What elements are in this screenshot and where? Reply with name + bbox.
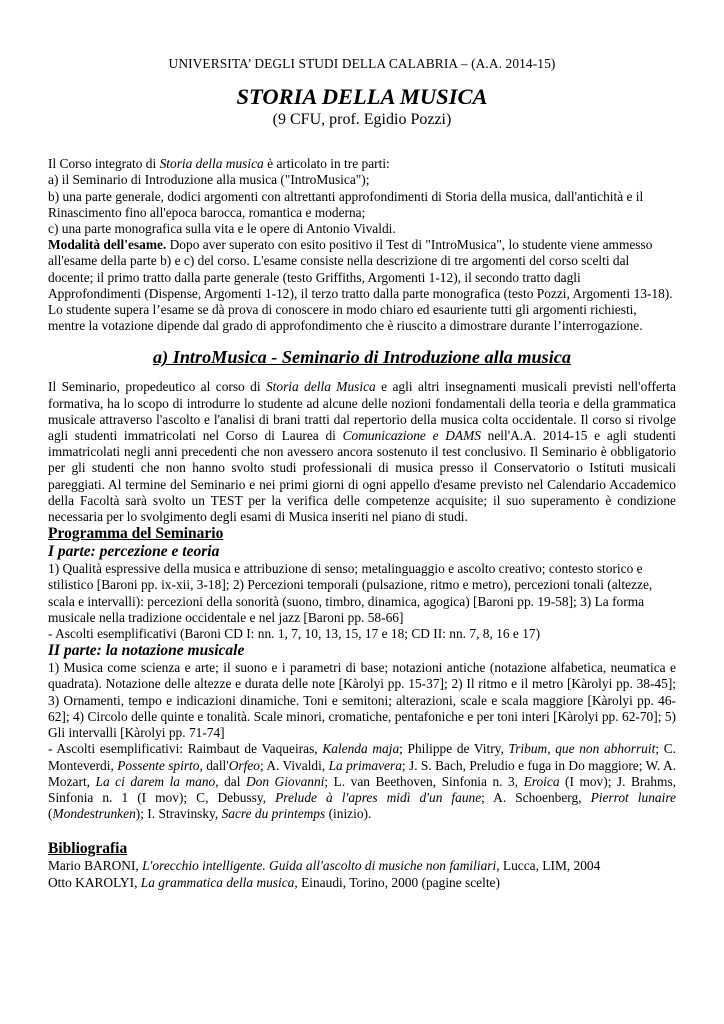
seminar-emphasis: Storia della Musica: [265, 379, 376, 395]
course-intro: [48, 156, 676, 334]
part2-text: 1) Musica come scienza e arte; il suono e i parametri di base; notazioni antiche (notazione alfabetica, neumatica e quadrata). Notazione delle altezze e durata delle note [Kàrolyi pp. 15-37]; 2) Il ritmo e il metro [Kàrolyi pp. 38-45]; 3) Ornamenti, tempo e indicazioni dinamiche. Toni e semitoni; alterazioni, scale e scala maggiore [Kàrolyi pp. 46-62]; 4) Circolo delle quinte e tonalità. Scale minori, cromatiche, pentafoniche e per toni interi [Kàrolyi pp. 62-70]; 5) Gli intervalli [Kàrolyi pp. 71-74]: [48, 660, 676, 741]
document-page: [48, 56, 676, 891]
ascolti-text: (I mov); J. Brahms, Sinfonia n. 1 (I mov); C, Debussy,: [48, 773, 676, 805]
intro-course-name: Storia della musica: [159, 156, 264, 172]
intro-item-c: c) una parte monografica sulla vita e le opere di Antonio Vivaldi.: [48, 221, 396, 237]
work-title: La ci darem la mano: [95, 773, 216, 789]
intro-line: [48, 156, 676, 172]
part1-ascolti: - Ascolti esemplificativi (Baroni CD I: nn. 1, 7, 10, 13, 15, 17 e 18; CD II: nn. 7, 8, 16 e 17): [48, 626, 541, 642]
bib-publisher: , Lucca, LIM, 2004: [496, 858, 601, 874]
ascolti-text: , dal: [215, 773, 246, 789]
programma-heading: Programma del Seminario: [48, 525, 224, 543]
bib-publisher: , Einaudi, Torino, 2000 (pagine scelte): [294, 874, 500, 890]
intro-item-a: a) il Seminario di Introduzione alla musica ("IntroMusica");: [48, 172, 370, 188]
work-title: Kalenda maja: [322, 741, 400, 757]
bib-title: L'orecchio intelligente. Guida all'ascolto di musiche non familiari: [142, 858, 497, 874]
seminar-text: nell'A.A. 2014-15 e agli studenti immatricolati negli anni precedenti che non avessero ancora sostenuto il test conclusivo. Il Seminario è obbligatorio per gli studenti che non hanno svolto studi professionali di musica presso il Conservatorio o Istituti musicali pareggiati. Al termine del Seminario e nei primi giorni di ogni appello d'esame previsto nel Calendario Accademico della Facoltà sarà svolto un TEST per la verifica delle competenze acquisite; il suo superamento è condizione necessaria per lo svolgimento degli esami di Musica inseriti nel piano di studi.: [48, 428, 676, 525]
seminar-emphasis: Comunicazione e DAMS: [342, 428, 481, 444]
part1-text: 1) Qualità espressive della musica e attribuzione di senso; metalinguaggio e ascolto creativo; contesto storico e stilistico [Baroni pp. ix-xii, 3-18]; 2) Percezioni temporali (pulsazione, ritmo e metro), percezioni tonali (altezze, scala e intervalli): percezioni della sonorità (suono, timbro, dinamica, agogica) [Baroni pp. 19-58]; 3) La forma musicale nella tradizione occidentale e nel jazz [Baroni pp. 58-66]: [48, 561, 653, 625]
intro-item-b: b) una parte generale, dodici argomenti con altrettanti approfondimenti di Storia della musica, dall'antichità e il Rinascimento fino all'epoca barocca, romantica e moderna;: [48, 188, 644, 220]
bib-author: Mario BARONI,: [48, 858, 143, 874]
work-title: Pierrot lunaire: [590, 789, 676, 805]
work-title: Orfeo: [228, 757, 260, 773]
ascolti-text: ; A. Vivaldi,: [259, 757, 329, 773]
part1-heading: I parte: percezione e teoria: [48, 543, 220, 561]
bib-author: Otto KAROLYI,: [48, 874, 141, 890]
seminar-text: Il Seminario, propedeutico al corso di: [48, 379, 266, 395]
work-title: Tribum, que non abhorruit: [508, 741, 656, 757]
course-title: STORIA DELLA MUSICA: [236, 84, 488, 110]
ascolti-text: ; A. Schoenberg,: [481, 789, 591, 805]
ascolti-text: ; Philippe de Vitry,: [399, 741, 509, 757]
work-title: Mondestrunken: [52, 806, 136, 822]
course-subtitle: (9 CFU, prof. Egidio Pozzi): [272, 111, 452, 129]
ascolti-text: , dall': [199, 757, 229, 773]
work-title: Eroica: [523, 773, 560, 789]
work-title: Sacre du printemps: [221, 806, 326, 822]
ascolti-text: ; C. Monteverdi,: [48, 741, 676, 773]
work-title: Prelude à l'apres midì d'un faune: [275, 789, 482, 805]
section-a-title: a) IntroMusica - Seminario di Introduzione alla musica: [153, 347, 571, 368]
bibliography-entry: [48, 875, 676, 891]
work-title: Don Giovanni: [245, 773, 325, 789]
exam-label: Modalità dell'esame.: [48, 237, 167, 253]
part2-heading: II parte: la notazione musicale: [48, 642, 245, 660]
part2-ascolti: [48, 741, 676, 822]
seminar-text: e agli altri insegnamenti musicali previsti nell'offerta formativa, ha lo scopo di introdurre lo studente ad alcune delle nozioni fondamentali della teoria e della grammatica musicale attraverso l'ascolto e l'analisi di brani tratti dal repertorio della musica colta occidentale. Il corso si rivolge agli studenti immatricolati nel Corso di Laurea di: [48, 379, 677, 444]
ascolti-text: ); I. Stravinsky,: [135, 806, 222, 822]
exam-text: Dopo aver superato con esito positivo il Test di "IntroMusica", lo studente viene ammesso all'esame della parte b) e c) del corso. L'esame consiste nella descrizione di tre argomenti del corso scelti dal docente; il primo tratto dalla parte generale (testo Griffiths, Argomenti 1-12), il secondo tratto dagli Approfondimenti (Dispense, Argomenti 1-12), il terzo tratto dalla parte monografica (testo Pozzi, Argomenti 13-18). Lo studente supera l’esame se dà prova di conoscere in modo chiaro ed esauriente tutti gli argomenti richiesti, mentre la votazione dipende dal grado di approfondimento che è riuscito a dimostrare durante l’interrogazione.: [48, 237, 673, 334]
work-title: La primavera: [328, 757, 402, 773]
ascolti-text: ; L. van Beethoven, Sinfonia n. 3,: [324, 773, 524, 789]
intro-text: è articolato in tre parti:: [263, 156, 390, 172]
bibliografia-heading: Bibliografia: [48, 840, 128, 858]
intro-text: Il Corso integrato di: [48, 156, 160, 172]
ascolti-text: - Ascolti esemplificativi: Raimbaut de Vaqueiras,: [48, 741, 323, 757]
ascolti-text: (: [48, 806, 53, 822]
university-header: UNIVERSITA’ DEGLI STUDI DELLA CALABRIA – (A.A. 2014-15): [168, 56, 556, 71]
ascolti-text: ; J. S. Bach, Preludio e fuga in Do maggiore; W. A. Mozart,: [48, 757, 677, 789]
seminar-paragraph: [48, 379, 676, 525]
bib-title: La grammatica della musica: [140, 874, 295, 890]
work-title: Possente spirto: [117, 757, 200, 773]
ascolti-text: (inizio).: [325, 806, 372, 822]
bibliography-entry: [48, 858, 676, 874]
exam-paragraph: [48, 237, 676, 334]
